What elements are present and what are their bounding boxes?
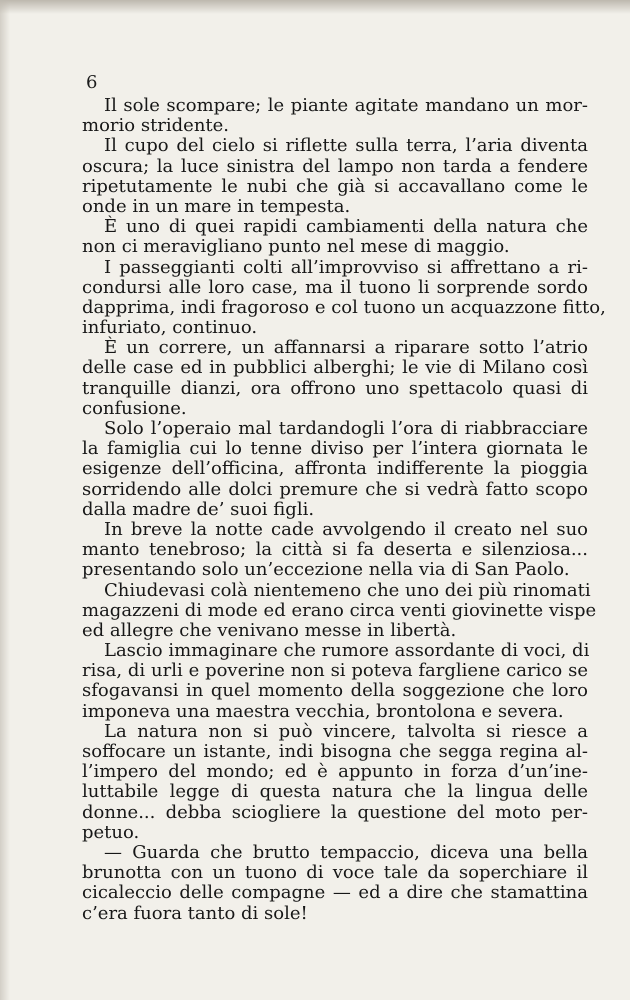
text-line: Lascio immaginare che rumore assordante di voci, di [104, 640, 590, 662]
text-line: non ci meravigliano punto nel mese di maggio. [82, 236, 510, 258]
text-line: infuriato, continuo. [82, 317, 258, 339]
text-line: brunotta con un tuono di voce tale da soperchiare il [82, 862, 588, 884]
text-line: magazzeni di mode ed erano circa venti giovinette vispe [82, 599, 597, 621]
text-line: tranquille dianzi, ora offrono uno spettacolo quasi di [82, 377, 588, 399]
text-line: ed allegre che venivano messe in libertà. [82, 619, 457, 641]
text-line: donne... debba sciogliere la questione del moto per- [82, 801, 588, 823]
text-line: Il sole scompare; le piante agitate mandano un mor- [104, 95, 588, 116]
text-line: dalla madre de’ suoi figli. [82, 498, 315, 520]
text-line: In breve la notte cade avvolgendo il creato nel suo [104, 518, 588, 540]
text-line: esigenze dell’officina, affronta indifferente la pioggia [82, 458, 588, 480]
text-line: È un correre, un affannarsi a riparare sotto l’atrio [104, 337, 588, 359]
text-line: imponeva una maestra vecchia, brontolona e severa. [82, 700, 564, 722]
text-line: sfogavansi in quel momento della soggezione che loro [82, 680, 588, 702]
text-line: Chiudevasi colà nientemeno che uno dei più rinomati [104, 579, 591, 601]
text-line: la famiglia cui lo tenne diviso per l’intera giornata le [82, 438, 588, 460]
text-line: luttabile legge di questa natura che la lingua delle [82, 781, 588, 803]
text-line: La natura non si può vincere, talvolta si riesce a [104, 720, 588, 742]
text-line: I passeggianti colti all’improvviso si affrettano a ri- [104, 256, 588, 278]
text-line: È uno di quei rapidi cambiamenti della natura che [104, 216, 588, 238]
text-line: dapprima, indi fragoroso e col tuono un acquazzone fitto, [82, 296, 606, 318]
text-line: Solo l’operaio mal tardandogli l’ora di riabbracciare [104, 418, 588, 439]
text-line: presentando solo un’eccezione nella via di San Paolo. [82, 559, 570, 581]
body-text [82, 95, 606, 924]
text-line: confusione. [82, 397, 187, 419]
text-line: c’era fuora tanto di sole! [82, 902, 308, 924]
page-number: 6 [86, 72, 98, 93]
page-left-shadow [0, 0, 10, 1000]
text-line: sorridendo alle dolci premure che si vedrà fatto scopo [82, 478, 588, 500]
text-line: soffocare un istante, indi bisogna che segga regina al- [82, 741, 588, 762]
text-line: cicaleccio delle compagne — ed a dire che stamattina [82, 882, 588, 904]
page-top-shadow [0, 0, 630, 14]
text-line: — Guarda che brutto tempaccio, diceva una bella [104, 841, 588, 863]
text-line: Il cupo del cielo si riflette sulla terra, l’aria diventa [104, 135, 588, 157]
text-line: condursi alle loro case, ma il tuono li sorprende sordo [82, 276, 588, 298]
text-line: morio stridente. [82, 115, 230, 137]
text-line: ripetutamente le nubi che già si accavallano come le [82, 175, 588, 197]
text-line: risa, di urli e poverine non si poteva fargliene carico se [82, 660, 588, 682]
text-line: delle case ed in pubblici alberghi; le vie di Milano così [82, 357, 588, 379]
text-line: manto tenebroso; la città si fa deserta e silenziosa... [82, 539, 588, 561]
text-line: onde in un mare in tempesta. [82, 195, 351, 217]
text-line: l’impero del mondo; ed è appunto in forza d’un’ine- [82, 761, 588, 783]
text-line: petuo. [82, 821, 140, 843]
text-line: oscura; la luce sinistra del lampo non tarda a fendere [82, 155, 588, 177]
